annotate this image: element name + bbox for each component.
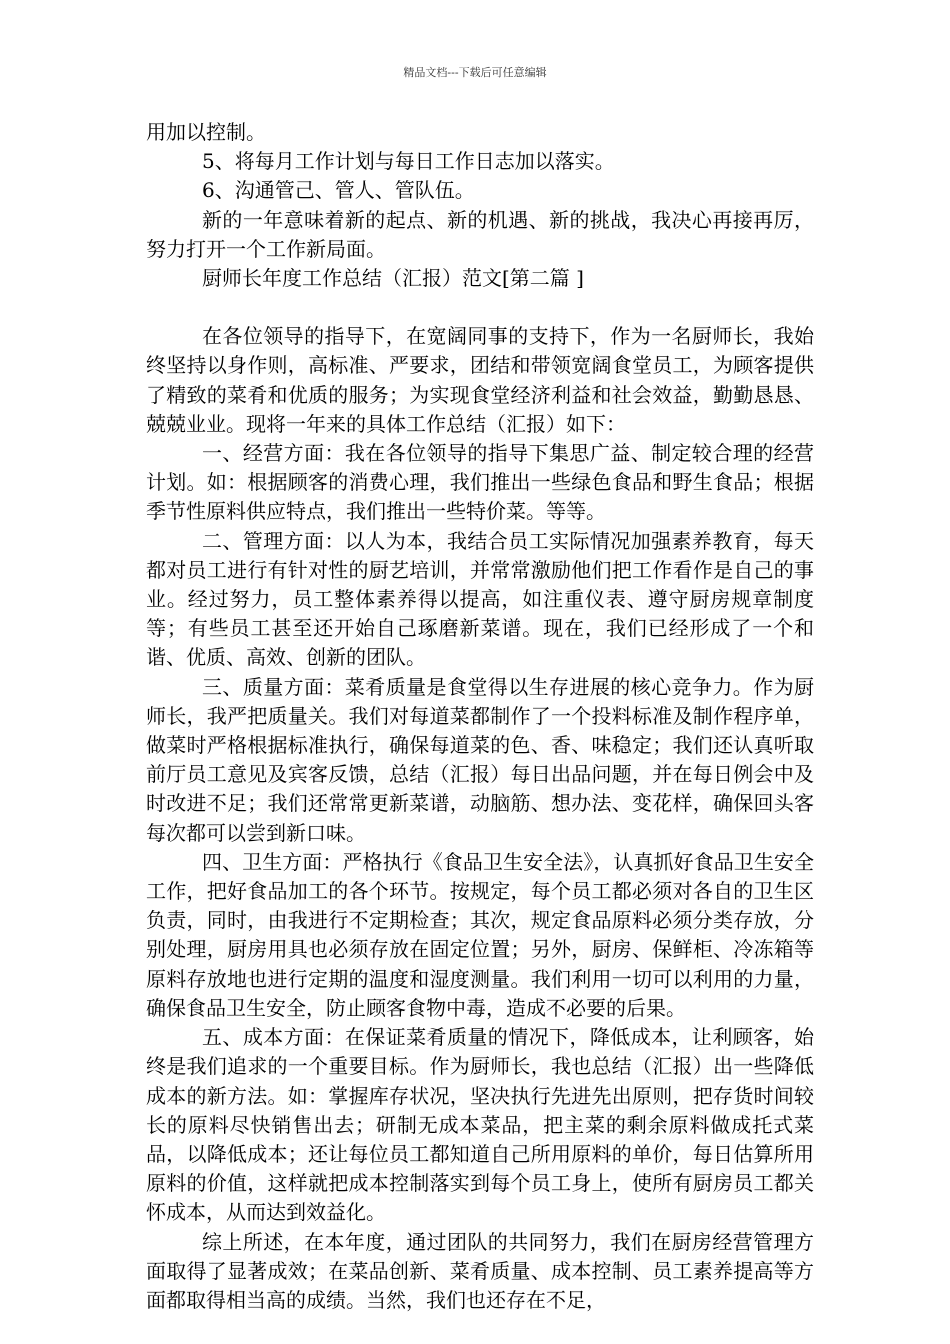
list-item-5: 5、将每月工作计划与每日工作日志加以落实。 <box>202 149 615 174</box>
paragraph-quality: 三、质量方面：菜肴质量是食堂得以生存进展的核心竞争力。作为厨师长，我严把质量关。我们对每道菜都制作了一个投料标准及制作程序单，做菜时严格根据标准执行，确保每道菜的色、香、味稳定；我们还认真听取前厅员工意见及宾客反馈，总结（汇报）每日出品问题，并在每日例会中及时改进不足；我们还常常更新菜谱，动脑筋、想办法、变花样，确保回头客每次都可以尝到新口味。 <box>146 674 814 845</box>
paragraph-hygiene: 四、卫生方面：严格执行《食品卫生安全法》，认真抓好食品卫生安全工作，把好食品加工的各个环节。按规定，每个员工都必须对各自的卫生区负责，同时，由我进行不定期检查；其次，规定食品原料必须分类存放，分别处理，厨房用具也必须存放在固定位置；另外，厨房、保鲜柜、冷冻箱等原料存放地也进行定期的温度和湿度测量。我们利用一切可以利用的力量，确保食品卫生安全，防止顾客食物中毒，造成不必要的后果。 <box>146 849 814 1020</box>
paragraph-intro: 在各位领导的指导下，在宽阔同事的支持下，作为一名厨师长，我始终坚持以身作则，高标准、严要求，团结和带领宽阔食堂员工，为顾客提供了精致的菜肴和优质的服务；为实现食堂经济利益和社会效益，勤勤恳恳、兢兢业业。现将一年来的具体工作总结（汇报）如下： <box>146 324 814 436</box>
paragraph-continuation: 用加以控制。 <box>146 120 266 144</box>
paragraph-operations: 一、经营方面：我在各位领导的指导下集思广益、制定较合理的经营计划。如：根据顾客的消费心理，我们推出一些绿色食品和野生食品；根据季节性原料供应特点，我们推出一些特价菜。等等。 <box>146 441 814 524</box>
paragraph-management: 二、管理方面：以人为本，我结合员工实际情况加强素养教育，每天都对员工进行有针对性的厨艺培训，并常常激励他们把工作看作是自己的事业。经过努力，员工整体素养得以提高，如注重仪表、遵守厨房规章制度等；有些员工甚至还开始自己琢磨新菜谱。现在，我们已经形成了一个和谐、优质、高效、创新的团队。 <box>146 528 814 670</box>
paragraph-new-year: 新的一年意味着新的起点、新的机遇、新的挑战，我决心再接再厉，努力打开一个工作新局面。 <box>146 207 814 261</box>
blank-line <box>146 293 814 322</box>
paragraph-cost: 五、成本方面：在保证菜肴质量的情况下，降低成本，让利顾客，始终是我们追求的一个重要目标。作为厨师长，我也总结（汇报）出一些降低成本的新方法。如：掌握库存状况，坚决执行先进先出原则，把存货时间较长的原料尽快销售出去；研制无成本菜品，把主菜的剩余原料做成托式菜品，以降低成本；还让每位员工都知道自己所用原料的单价，每日估算所用原料的价值，这样就把成本控制落实到每个员工身上，使所有厨房员工都关怀成本，从而达到效益化。 <box>146 1025 814 1225</box>
document-body <box>146 118 814 1315</box>
page-header: 精品文档---下载后可任意编辑 <box>403 66 547 79</box>
section-title: 厨师长年度工作总结（汇报）范文[第二篇 ] <box>202 266 584 291</box>
paragraph-summary: 综上所述，在本年度，通过团队的共同努力，我们在厨房经营管理方面取得了显著成效；在菜品创新、菜肴质量、成本控制、员工素养提高等方面都取得相当高的成绩。当然，我们也还存在不足， <box>146 1229 814 1312</box>
list-item-6: 6、沟通管己、管人、管队伍。 <box>202 178 475 203</box>
